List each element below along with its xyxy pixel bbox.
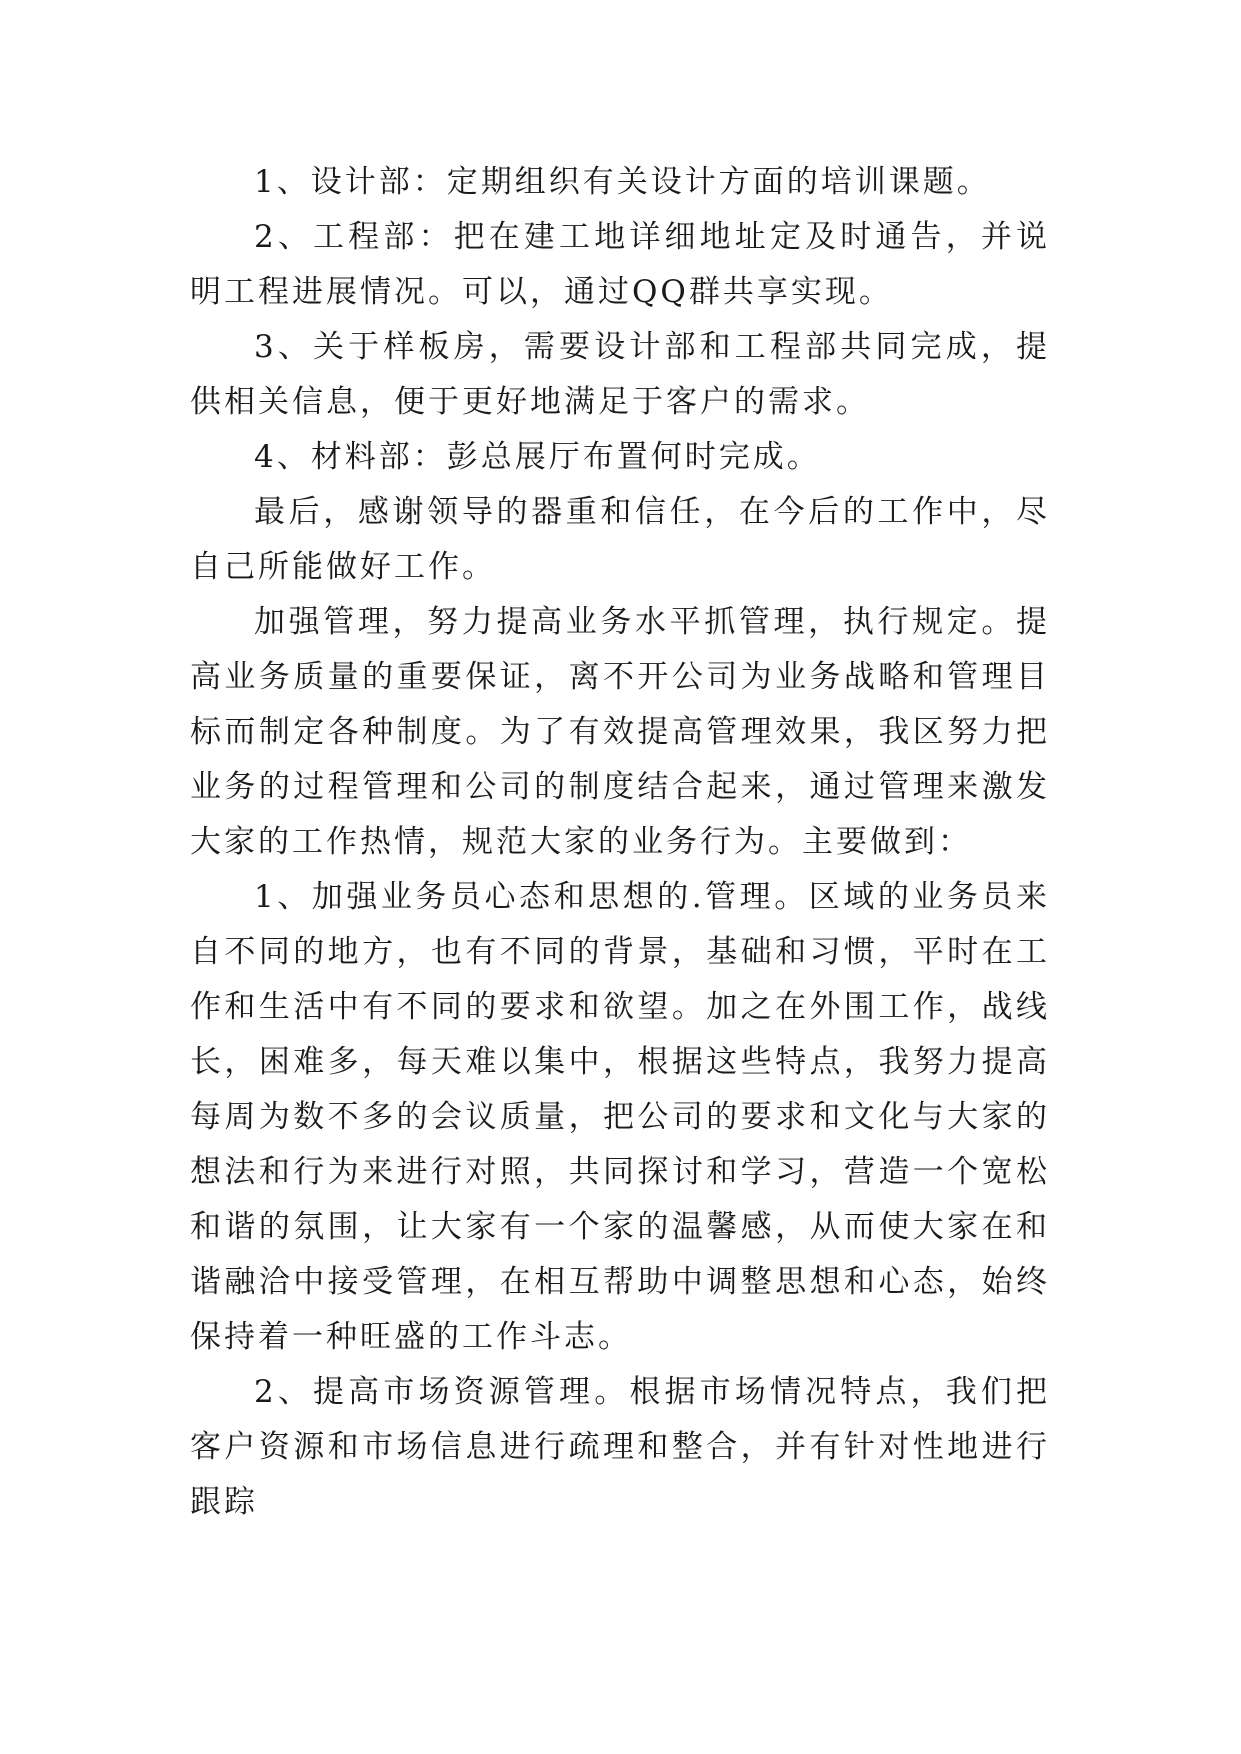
paragraph-closing-thanks: 最后，感谢领导的器重和信任，在今后的工作中，尽自己所能做好工作。 bbox=[190, 494, 1050, 585]
paragraph-salesperson-mindset: 1、加强业务员心态和思想的.管理。区域的业务员来自不同的地方，也有不同的背景，基础和习惯，平时在工作和生活中有不同的要求和欲望。加之在外围工作，战线长，困难多，每天难以集中，根据这些特点，我努力提高每周为数不多的会议质量，把公司的要求和文化与大家的想法和行为来进行对照，共同探讨和学习，营造一个宽松和谐的氛围，让大家有一个家的温馨感，从而使大家在和谐融洽中接受管理，在相互帮助中调整思想和心态，始终保持着一种旺盛的工作斗志。 bbox=[190, 879, 1050, 1355]
paragraph-materials-dept: 4、材料部：彭总展厅布置何时完成。 bbox=[254, 439, 821, 475]
paragraph-engineering-dept: 2、工程部：把在建工地详细地址定及时通告，并说明工程进展情况。可以，通过QQ群共享实现。 bbox=[190, 219, 1050, 310]
paragraph-model-house: 3、关于样板房，需要设计部和工程部共同完成，提供相关信息，便于更好地满足于客户的需求。 bbox=[190, 329, 1050, 420]
document-body bbox=[190, 155, 1050, 1530]
paragraph-market-resources: 2、提高市场资源管理。根据市场情况特点，我们把客户资源和市场信息进行疏理和整合，并有针对性地进行跟踪 bbox=[190, 1374, 1050, 1520]
paragraph-strengthen-management: 加强管理，努力提高业务水平抓管理，执行规定。提高业务质量的重要保证，离不开公司为业务战略和管理目标而制定各种制度。为了有效提高管理效果，我区努力把业务的过程管理和公司的制度结合起来，通过管理来激发大家的工作热情，规范大家的业务行为。主要做到： bbox=[190, 604, 1050, 860]
paragraph-design-dept: 1、设计部：定期组织有关设计方面的培训课题。 bbox=[254, 164, 991, 200]
